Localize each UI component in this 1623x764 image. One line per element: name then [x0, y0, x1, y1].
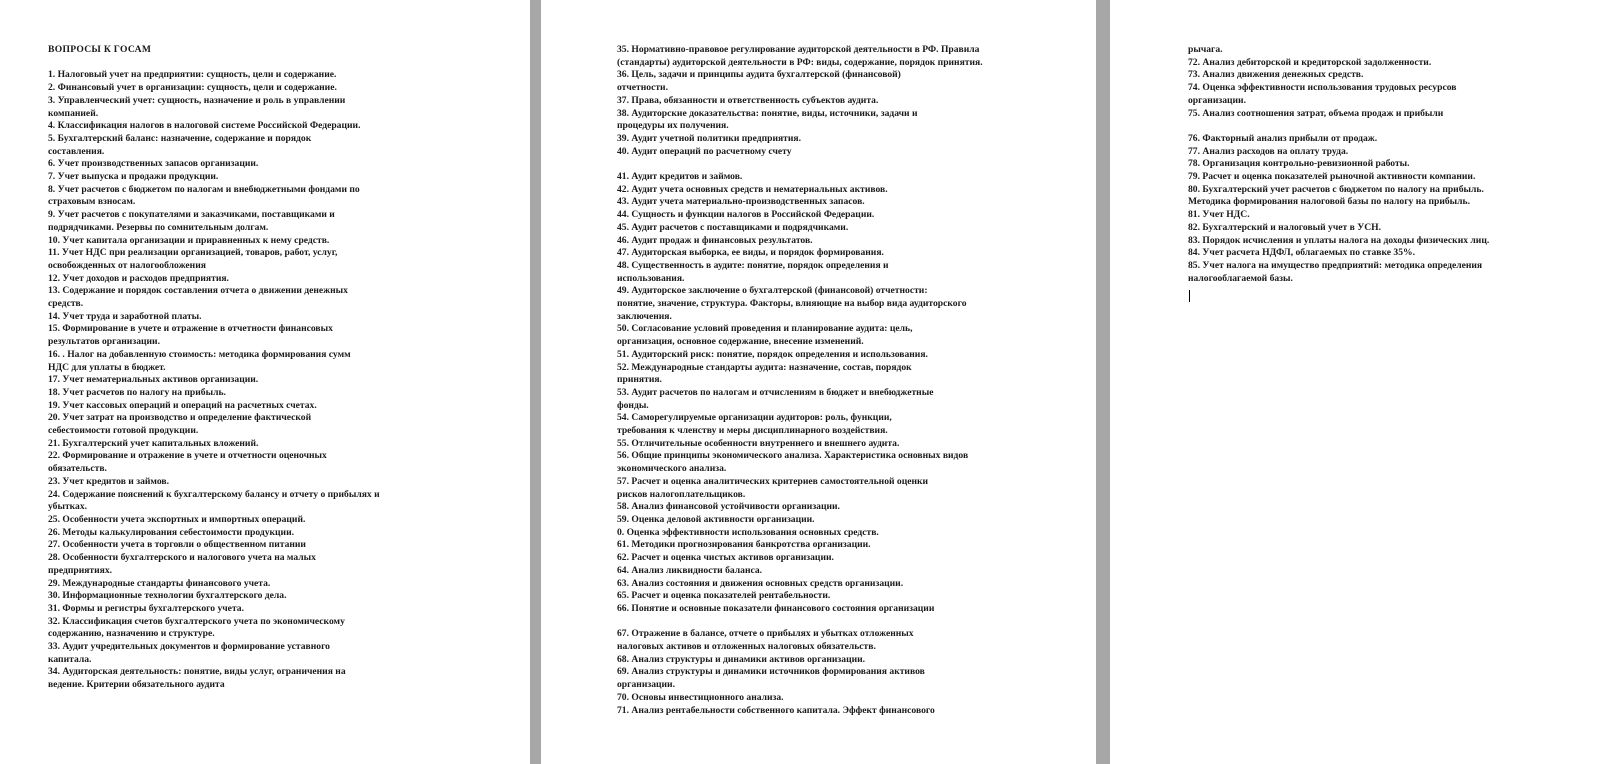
question-line: Методика формирования налоговой базы по налогу на прибыль.	[1188, 196, 1471, 208]
question-line: 32. Классификация счетов бухгалтерского учета по экономическому	[48, 615, 345, 627]
question-line: 85. Учет налога на имущество предприятий: методика определения	[1188, 259, 1483, 271]
question-line: (стандарты) аудиторской деятельности в РФ: виды, содержание, порядок принятия.	[617, 56, 983, 68]
question-line: организации.	[617, 679, 675, 691]
question-line: освобожденных от налогообложения	[48, 259, 206, 271]
question-line: 84. Учет расчета НДФЛ, облагаемых по ставке 35%.	[1188, 247, 1415, 259]
question-line: 30. Информационные технологии бухгалтерского дела.	[48, 590, 287, 602]
question-line: 29. Международные стандарты финансового учета.	[48, 577, 271, 589]
question-line: 27. Особенности учета в торговли о общественном питании	[48, 539, 306, 551]
question-line: результатов организации.	[48, 336, 160, 348]
question-line: 45. Аудит расчетов с поставщиками и подрядчиками.	[617, 221, 849, 233]
question-line: 73. Анализ движения денежных средств.	[1188, 69, 1364, 81]
question-line: 14. Учет труда и заработной платы.	[48, 310, 202, 322]
question-line: 83. Порядок исчисления и уплаты налога на доходы физических лиц.	[1188, 234, 1490, 246]
question-line: 34. Аудиторская деятельность: понятие, виды услуг, ограничения на	[48, 666, 346, 678]
document-page-2[interactable]	[541, 0, 1096, 764]
question-line: 38. Аудиторские доказательства: понятие, виды, источники, задачи и	[617, 107, 918, 119]
question-line: 26. Методы калькулирования себестоимости продукции.	[48, 526, 295, 538]
question-line: 67. Отражение в балансе, отчете о прибылях и убытках отложенных	[617, 628, 914, 640]
question-line: рычага.	[1188, 44, 1223, 55]
question-line: 23. Учет кредитов и займов.	[48, 475, 169, 487]
page-3-text	[1188, 44, 1489, 285]
question-line: обязательств.	[48, 463, 107, 475]
question-line: понятие, значение, структура. Факторы, влияющие на выбор вида аудиторского	[617, 298, 967, 310]
question-line: содержанию, назначению и структуре.	[48, 628, 215, 640]
blank-line	[617, 158, 983, 171]
question-line: 41. Аудит кредитов и займов.	[617, 171, 743, 183]
question-line: 68. Анализ структуры и динамики активов организации.	[617, 653, 866, 665]
question-line: 24. Содержание пояснений к бухгалтерскому балансу и отчету о прибылях и	[48, 488, 380, 500]
question-line: 10. Учет капитала организации и приравненных к нему средств.	[48, 234, 330, 246]
question-line: 19. Учет кассовых операций и операций на расчетных счетах.	[48, 399, 317, 411]
question-line: 13. Содержание и порядок составления отчета о движении денежных	[48, 285, 348, 297]
question-line: принятия.	[617, 374, 662, 386]
question-line: 77. Анализ расходов на оплату труда.	[1188, 145, 1349, 157]
question-line: экономического анализа.	[617, 463, 727, 475]
question-line: 78. Организация контрольно-ревизионной работы.	[1188, 158, 1410, 170]
question-line: 12. Учет доходов и расходов предприятия.	[48, 272, 229, 284]
question-line: 76. Факторный анализ прибыли от продаж.	[1188, 132, 1378, 144]
question-line: 48. Существенность в аудите: понятие, порядок определения и	[617, 259, 889, 271]
question-line: 37. Права, обязанности и ответственность субъектов аудита.	[617, 94, 879, 106]
question-line: 71. Анализ рентабельности собственного капитала. Эффект финансового	[617, 704, 935, 716]
question-line: 36. Цель, задачи и принципы аудита бухгалтерской (финансовой)	[617, 69, 901, 81]
question-line: 1. Налоговый учет на предприятии: сущность, цели и содержание.	[48, 69, 337, 81]
question-line: 46. Аудит продаж и финансовых результатов.	[617, 234, 813, 246]
question-line: 33. Аудит учредительных документов и формирование уставного	[48, 641, 330, 653]
document-page-3[interactable]	[1110, 0, 1623, 764]
question-line: заключения.	[617, 310, 672, 322]
question-line: 43. Аудит учета материально-производственных запасов.	[617, 196, 865, 208]
question-line: 75. Анализ соотношения затрат, объема продаж и прибыли	[1188, 107, 1444, 119]
question-line: 72. Анализ дебиторской и кредиторской задолженности.	[1188, 56, 1432, 68]
question-line: 9. Учет расчетов с покупателями и заказчиками, поставщиками и	[48, 209, 335, 221]
question-line: использования.	[617, 272, 685, 284]
question-line: 40. Аудит операций по расчетному счету	[617, 145, 792, 157]
question-line: 3. Управленческий учет: сущность, назначение и роль в управлении	[48, 94, 346, 106]
question-line: 69. Анализ структуры и динамики источников формирования активов	[617, 666, 925, 678]
question-line: составления.	[48, 145, 105, 157]
question-line: 50. Согласование условий проведения и планирование аудита: цель,	[617, 323, 913, 335]
question-line: 28. Особенности бухгалтерского и налогового учета на малых	[48, 552, 316, 564]
question-line: 53. Аудит расчетов по налогам и отчислениям в бюджет и внебюджетные	[617, 386, 934, 398]
question-line: 49. Аудиторское заключение о бухгалтерской (финансовой) отчетности:	[617, 285, 928, 297]
question-line: 0. Оценка эффективности использования основных средств.	[617, 526, 879, 538]
page-3-lines	[1188, 44, 1489, 285]
question-line: 39. Аудит учетной политики предприятия.	[617, 132, 802, 144]
question-line: налогооблагаемой базы.	[1188, 272, 1293, 284]
question-line: НДС для уплаты в бюджет.	[48, 361, 166, 373]
question-line: 2. Финансовый учет в организации: сущность, цели и содержание.	[48, 82, 337, 94]
question-line: 18. Учет расчетов по налогу на прибыль.	[48, 386, 226, 398]
question-line: 82. Бухгалтерский и налоговый учет в УСН.	[1188, 221, 1382, 233]
question-line: 15. Формирование в учете и отражение в отчетности финансовых	[48, 323, 333, 335]
question-line: 11. Учет НДС при реализации организацией, товаров, работ, услуг,	[48, 247, 338, 259]
question-line: 35. Нормативно-правовое регулирование аудиторской деятельности в РФ. Правила	[617, 44, 980, 55]
question-line: подрядчиками. Резервы по сомнительным долгам.	[48, 221, 269, 233]
question-line: убытках.	[48, 501, 88, 513]
question-line: 81. Учет НДС.	[1188, 209, 1250, 221]
question-line: 22. Формирование и отражение в учете и отчетности оценочных	[48, 450, 327, 462]
document-heading: ВОПРОСЫ К ГОСАМ	[48, 44, 152, 55]
question-line: 42. Аудит учета основных средств и нематериальных активов.	[617, 183, 888, 195]
question-line: 6. Учет производственных запасов организации.	[48, 158, 259, 170]
page-2-lines	[617, 44, 983, 717]
question-line: организации.	[1188, 94, 1246, 106]
question-line: 5. Бухгалтерский баланс: назначение, содержание и порядок	[48, 132, 312, 144]
blank-line	[48, 57, 380, 70]
question-line: 44. Сущность и функции налогов в Российской Федерации.	[617, 209, 875, 221]
question-line: ведение. Критерии обязательного аудита	[48, 679, 225, 691]
question-line: 74. Оценка эффективности использования трудовых ресурсов	[1188, 82, 1457, 94]
blank-line	[617, 616, 983, 629]
question-line: требования к членству и меры дисциплинарного воздействия.	[617, 425, 888, 437]
question-line: 56. Общие принципы экономического анализа. Характеристика основных видов	[617, 450, 969, 462]
question-line: 79. Расчет и оценка показателей рыночной активности компании.	[1188, 171, 1476, 183]
question-line: 62. Расчет и оценка чистых активов организации.	[617, 552, 834, 564]
question-line: 17. Учет нематериальных активов организации.	[48, 374, 259, 386]
page-2-text	[617, 44, 983, 717]
question-line: 55. Отличительные особенности внутреннего и внешнего аудита.	[617, 437, 900, 449]
question-line: 21. Бухгалтерский учет капитальных вложений.	[48, 437, 259, 449]
question-line: организация, основное содержание, внесение изменений.	[617, 336, 864, 348]
question-line: 70. Основы инвестиционного анализа.	[617, 691, 784, 703]
question-line: процедуры их получения.	[617, 120, 729, 132]
question-line: 7. Учет выпуска и продажи продукции.	[48, 171, 219, 183]
question-line: 61. Методики прогнозирования банкротства организации.	[617, 539, 871, 551]
question-line: 47. Аудиторская выборка, ее виды, и порядок формирования.	[617, 247, 884, 259]
question-line: 57. Расчет и оценка аналитических критериев самостоятельной оценки	[617, 475, 929, 487]
question-line: фонды.	[617, 399, 649, 411]
question-line: 20. Учет затрат на производство и определение фактической	[48, 412, 312, 424]
question-line: 66. Понятие и основные показатели финансового состояния организации	[617, 602, 935, 614]
text-cursor	[1189, 290, 1190, 302]
question-line: налоговых активов и отложенных налоговых обязательств.	[617, 641, 876, 653]
question-line: 8. Учет расчетов с бюджетом по налогам и внебюджетными фондами по	[48, 183, 360, 195]
blank-line	[1188, 120, 1489, 133]
question-line: 52. Международные стандарты аудита: назначение, состав, порядок	[617, 361, 912, 373]
page-1-text	[48, 44, 380, 692]
question-line: 64. Анализ ликвидности баланса.	[617, 564, 763, 576]
question-line: себестоимости готовой продукции.	[48, 425, 199, 437]
question-line: 25. Особенности учета экспортных и импортных операций.	[48, 514, 306, 525]
question-line: 58. Анализ финансовой устойчивости организации.	[617, 501, 840, 513]
question-line: 80. Бухгалтерский учет расчетов с бюджетом по налогу на прибыль.	[1188, 183, 1484, 195]
question-line: компанией.	[48, 107, 99, 119]
question-line: 65. Расчет и оценка показателей рентабельности.	[617, 590, 831, 602]
question-line: 51. Аудиторский риск: понятие, порядок определения и использования.	[617, 348, 928, 360]
question-line: 4. Классификация налогов в налоговой системе Российской Федерации.	[48, 120, 361, 132]
question-line: страховым взносам.	[48, 196, 136, 208]
question-line: рисков налогоплательщиков.	[617, 488, 746, 500]
question-line: капитала.	[48, 653, 92, 665]
document-page-1[interactable]	[0, 0, 530, 764]
question-line: 31. Формы и регистры бухгалтерского учета.	[48, 602, 244, 614]
question-line: 16. . Налог на добавленную стоимость: методика формирования сумм	[48, 348, 351, 360]
question-line: 54. Саморегулируемые организации аудиторов: роль, функции,	[617, 412, 892, 424]
question-line: средств.	[48, 298, 84, 310]
question-line: отчетности.	[617, 82, 668, 94]
question-line: предприятиях.	[48, 564, 113, 576]
question-line: 63. Анализ состояния и движения основных средств организации.	[617, 577, 904, 589]
page-1-lines	[48, 57, 380, 692]
question-line: 59. Оценка деловой активности организации.	[617, 514, 815, 525]
